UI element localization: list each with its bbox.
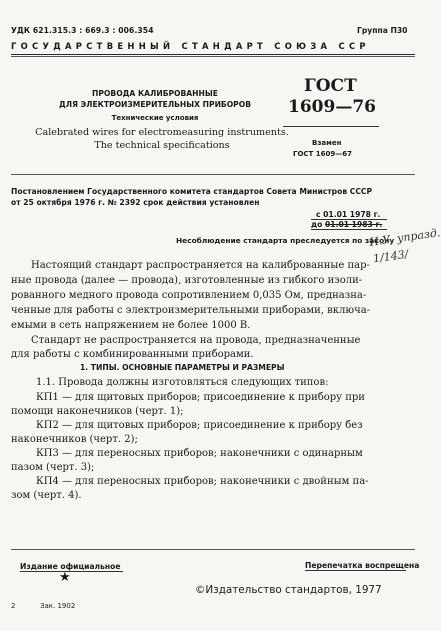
handwritten-note: И.У. упразд. bbox=[368, 226, 441, 249]
english-title-2: The technical specifications bbox=[94, 140, 230, 151]
star-icon: ★ bbox=[59, 570, 71, 585]
page-number: 2 bbox=[11, 602, 16, 610]
item-line: КП1 — для щитовых приборов; присоединение к прибору при bbox=[36, 392, 365, 403]
para1-line: ные провода (далее — провода), изготовленные из гибкого изоли- bbox=[11, 275, 363, 286]
para2-line: Стандарт не распространяется на провода, предназначенные bbox=[31, 335, 361, 346]
item-line: КП2 — для щитовых приборов; присоединение к прибору без bbox=[36, 420, 363, 431]
para1-line: емыми в сеть напряжением не более 1000 В. bbox=[11, 320, 251, 331]
standard-banner: ГОСУДАРСТВЕННЫЙ СТАНДАРТ СОЮЗА ССР bbox=[11, 41, 370, 51]
title-line-2: ДЛЯ ЭЛЕКТРОИЗМЕРИТЕЛЬНЫХ ПРИБОРОВ bbox=[59, 100, 251, 109]
english-title-1: Calebrated wires for electromeasuring instruments. bbox=[35, 127, 289, 138]
gost-rule bbox=[283, 126, 379, 127]
item-line: пазом (черт. 3); bbox=[11, 462, 95, 473]
validity-to-underline bbox=[311, 229, 387, 230]
header-rule-thin bbox=[11, 56, 415, 57]
handwritten-reference: 1/143/ bbox=[372, 247, 410, 266]
item-line: зом (черт. 4). bbox=[11, 490, 82, 501]
order-number: Зак. 1902 bbox=[40, 602, 76, 610]
gost-label: ГОСТ bbox=[304, 76, 357, 96]
title-rule bbox=[11, 174, 415, 175]
validity-from: с 01.01 1978 г. bbox=[316, 210, 381, 219]
title-subtitle: Технические условия bbox=[111, 114, 199, 122]
para1-line: ченные для работы с электроизмерительными приборами, включа- bbox=[11, 305, 371, 316]
header-rule bbox=[11, 54, 415, 55]
official-edition: Издание официальное bbox=[20, 562, 121, 571]
reprint-notice-underline bbox=[305, 570, 406, 571]
resolution-line-1: Постановлением Государственного комитета стандартов Совета Министров СССР bbox=[11, 187, 373, 196]
validity-to-prefix: до bbox=[311, 220, 325, 229]
item-line: КП4 — для переносных приборов; наконечники с двойным па- bbox=[36, 476, 369, 487]
item-line: КП3 — для переносных приборов; наконечники с одинарным bbox=[36, 448, 363, 459]
group-code: Группа П30 bbox=[357, 26, 408, 35]
replaces-value: ГОСТ 1609—67 bbox=[293, 150, 352, 158]
section-title: 1. ТИПЫ. ОСНОВНЫЕ ПАРАМЕТРЫ И РАЗМЕРЫ bbox=[80, 363, 285, 372]
violation-notice: Несоблюдение стандарта преследуется по закону bbox=[176, 236, 395, 245]
item-line: помощи наконечников (черт. 1); bbox=[11, 406, 184, 417]
resolution-line-2: от 25 октября 1976 г. № 2392 срок действия установлен bbox=[11, 198, 260, 207]
para1-line: Настоящий стандарт распространяется на калиброванные пар- bbox=[31, 260, 370, 271]
validity-to-date: 01.01 1983 г. bbox=[325, 220, 383, 229]
official-edition-underline bbox=[20, 571, 123, 572]
item-line: 1.1. Провода должны изготовляться следующих типов: bbox=[36, 377, 329, 388]
udk-code: УДК 621.315.3 : 669.3 : 006.354 bbox=[11, 26, 154, 35]
validity-to bbox=[311, 220, 382, 229]
copyright: ©Издательство стандартов, 1977 bbox=[195, 584, 382, 596]
gost-number: 1609—76 bbox=[288, 97, 376, 117]
para2-line: для работы с комбинированными приборами. bbox=[11, 349, 254, 360]
footer-rule bbox=[11, 549, 415, 550]
title-line-1: ПРОВОДА КАЛИБРОВАННЫЕ bbox=[92, 89, 218, 98]
reprint-notice: Перепечатка воспрещена bbox=[305, 561, 420, 570]
item-line: наконечников (черт. 2); bbox=[11, 434, 138, 445]
para1-line: рованного медного провода сопротивлением 0,035 Ом, предназна- bbox=[11, 290, 367, 301]
replaces-label: Взамен bbox=[312, 139, 342, 147]
